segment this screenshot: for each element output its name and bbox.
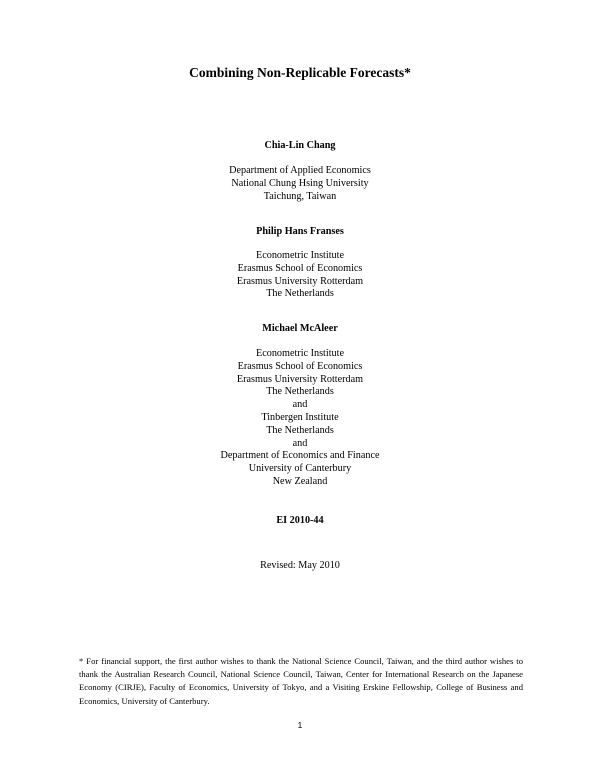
affiliation-line: Taichung, Taiwan bbox=[263, 190, 337, 202]
author-affiliation bbox=[0, 165, 600, 203]
affiliation-line: Erasmus University Rotterdam bbox=[236, 373, 364, 385]
author-name: Michael McAleer bbox=[262, 323, 338, 334]
affiliation-line: The Netherlands bbox=[266, 424, 334, 436]
page-number: 1 bbox=[297, 720, 303, 730]
affiliation-line: The Netherlands bbox=[266, 288, 334, 300]
affiliation-line: Department of Applied Economics bbox=[229, 165, 371, 176]
revision-date: Revised: May 2010 bbox=[260, 560, 340, 571]
author-name: Chia-Lin Chang bbox=[264, 140, 336, 151]
affiliation-line: New Zealand bbox=[272, 475, 328, 487]
affiliation-line: Erasmus University Rotterdam bbox=[236, 275, 364, 287]
report-number: EI 2010-44 bbox=[276, 515, 324, 526]
footnote: * For financial support, the first author wishes to thank the National Science Council, Taiwan, and the third author wishes to thank the Australian Research Council, National Science Council, Taiwan, Center for International Research on the Japanese Economy (CIRJE), Faculty of Economics, University of Tokyo, and a Visiting Erskine Fellowship, College of Business and Economics, University of Canterbury. bbox=[79, 656, 523, 706]
affiliation-line: Department of Economics and Finance bbox=[220, 450, 380, 462]
affiliation-line: and bbox=[292, 437, 308, 449]
affiliation-line: Econometric Institute bbox=[256, 348, 344, 359]
affiliation-line: The Netherlands bbox=[266, 386, 334, 398]
affiliation-line: Econometric Institute bbox=[256, 250, 344, 261]
affiliation-line: Erasmus School of Economics bbox=[237, 262, 363, 274]
author-affiliation bbox=[0, 250, 600, 301]
affiliation-line: University of Canterbury bbox=[248, 463, 352, 475]
affiliation-line: Tinbergen Institute bbox=[261, 411, 339, 423]
author-affiliation bbox=[0, 348, 600, 489]
affiliation-line: Erasmus School of Economics bbox=[237, 360, 363, 372]
paper-title: Combining Non-Replicable Forecasts* bbox=[189, 65, 411, 80]
author-name: Philip Hans Franses bbox=[256, 226, 344, 237]
affiliation-line: and bbox=[292, 399, 308, 411]
affiliation-line: National Chung Hsing University bbox=[231, 177, 369, 189]
